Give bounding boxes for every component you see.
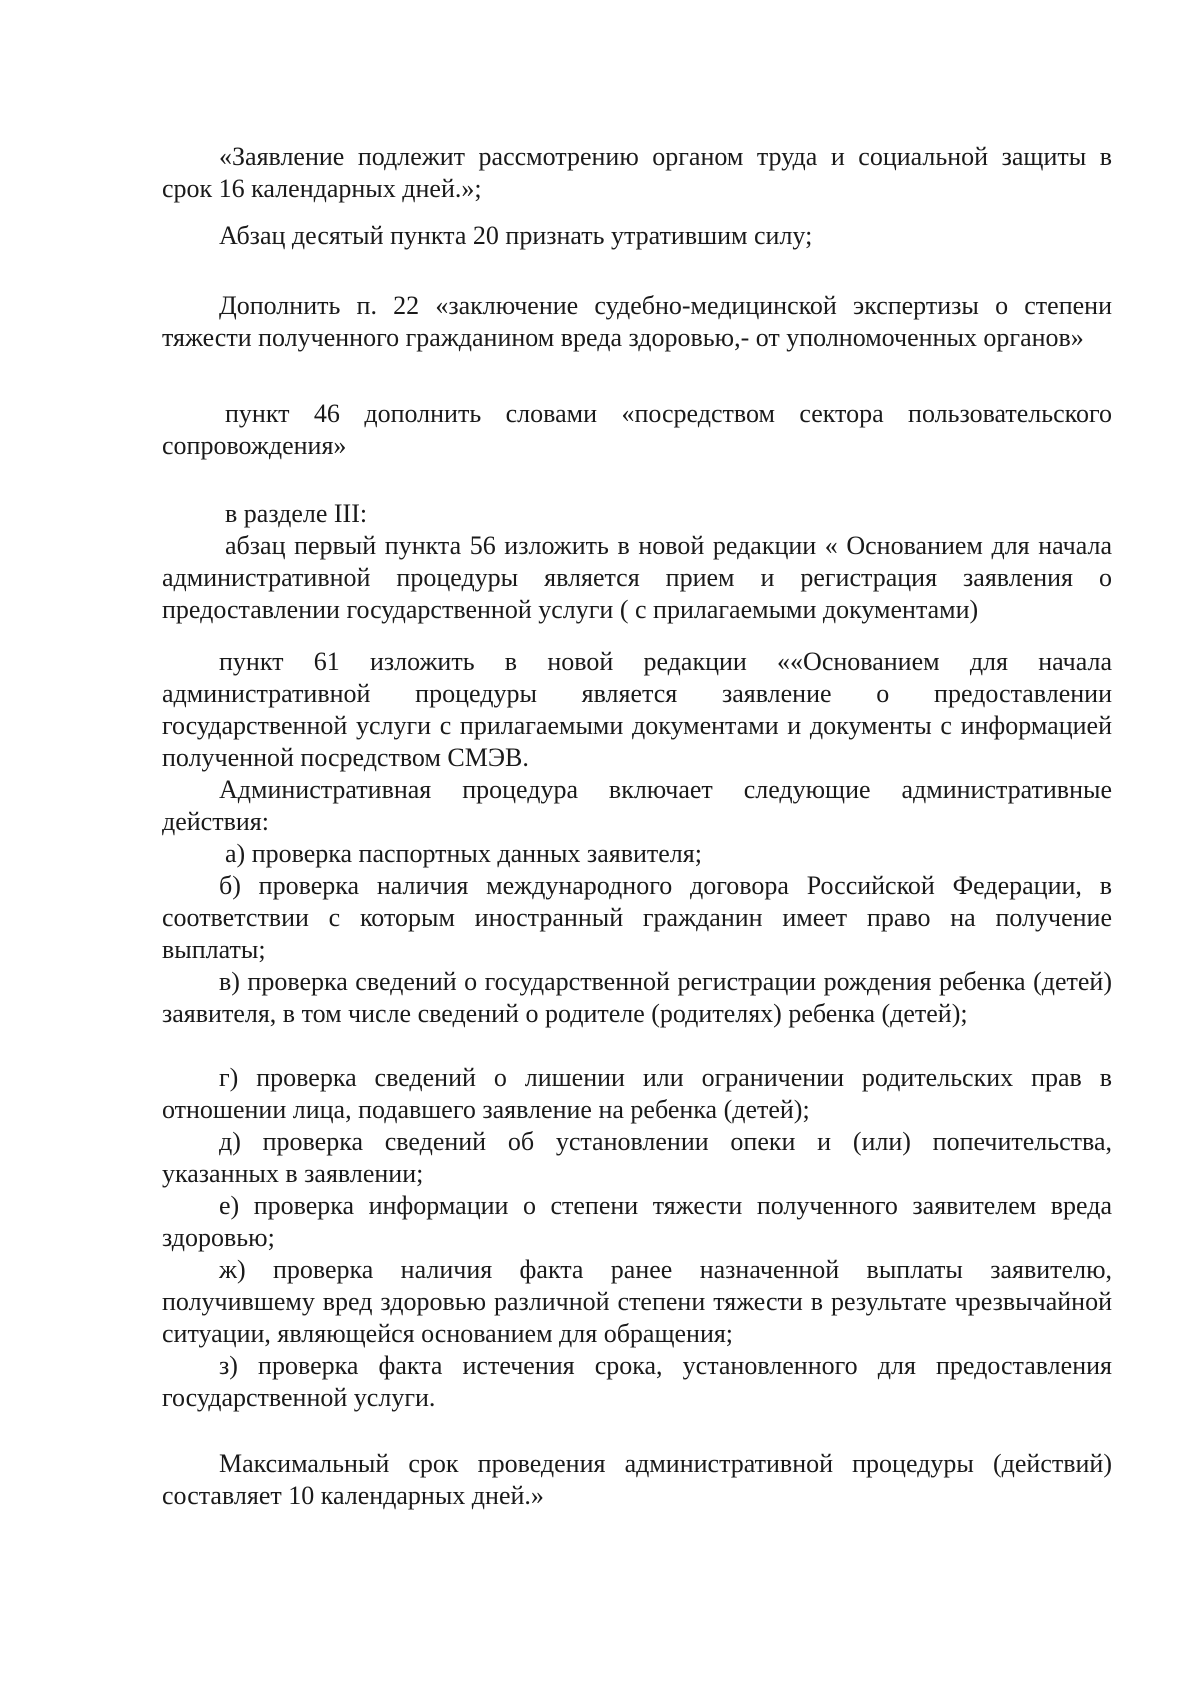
paragraph-point-22: Дополнить п. 22 «заключение судебно-медицинской экспертизы о степени тяжести полученного гражданином вреда здоровью,- от уполномоченных органов» [162, 291, 1112, 352]
paragraph-point-56: абзац первый пункта 56 изложить в новой редакции « Основанием для начала административной процедуры является прием и регистрация заявления о предоставлении государственной услуги ( с прилагаемыми документами) [162, 531, 1112, 624]
paragraph-application-review: «Заявление подлежит рассмотрению органом труда и социальной защиты в срок 16 календарных дней.»; [162, 142, 1112, 203]
list-item-d: д) проверка сведений об установлении опеки и (или) попечительства, указанных в заявлении; [162, 1127, 1112, 1188]
list-item-zh: ж) проверка наличия факта ранее назначенной выплаты заявителю, получившему вред здоровью различной степени тяжести в результате чрезвычайной ситуации, являющейся основанием для обращения; [162, 1255, 1112, 1348]
list-item-v: в) проверка сведений о государственной регистрации рождения ребенка (детей) заявителя, в том числе сведений о родителе (родителях) ребенка (детей); [162, 967, 1112, 1028]
list-item-z: з) проверка факта истечения срока, установленного для предоставления государственной услуги. [162, 1351, 1112, 1412]
paragraph-max-duration: Максимальный срок проведения административной процедуры (действий) составляет 10 календарных дней.» [162, 1449, 1112, 1510]
paragraph-procedure-actions: Административная процедура включает следующие административные действия: [162, 775, 1112, 836]
paragraph-point-61: пункт 61 изложить в новой редакции ««Основанием для начала административной процедуры является заявление о предоставлении государственной услуги с прилагаемыми документами и документы с информацией полученной посредством СМЭВ. [162, 647, 1112, 772]
list-item-a: а) проверка паспортных данных заявителя; [225, 839, 702, 868]
paragraph-point-46: пункт 46 дополнить словами «посредством сектора пользовательского сопровождения» [162, 399, 1112, 460]
paragraph-point-20: Абзац десятый пункта 20 признать утратившим силу; [219, 221, 813, 250]
list-item-b: б) проверка наличия международного договора Российской Федерации, в соответствии с которым иностранный гражданин имеет право на получение выплаты; [162, 871, 1112, 964]
list-item-g: г) проверка сведений о лишении или ограничении родительских прав в отношении лица, подавшего заявление на ребенка (детей); [162, 1063, 1112, 1124]
section-three-heading: в разделе III: [225, 499, 368, 528]
list-item-e: е) проверка информации о степени тяжести полученного заявителем вреда здоровью; [162, 1191, 1112, 1252]
